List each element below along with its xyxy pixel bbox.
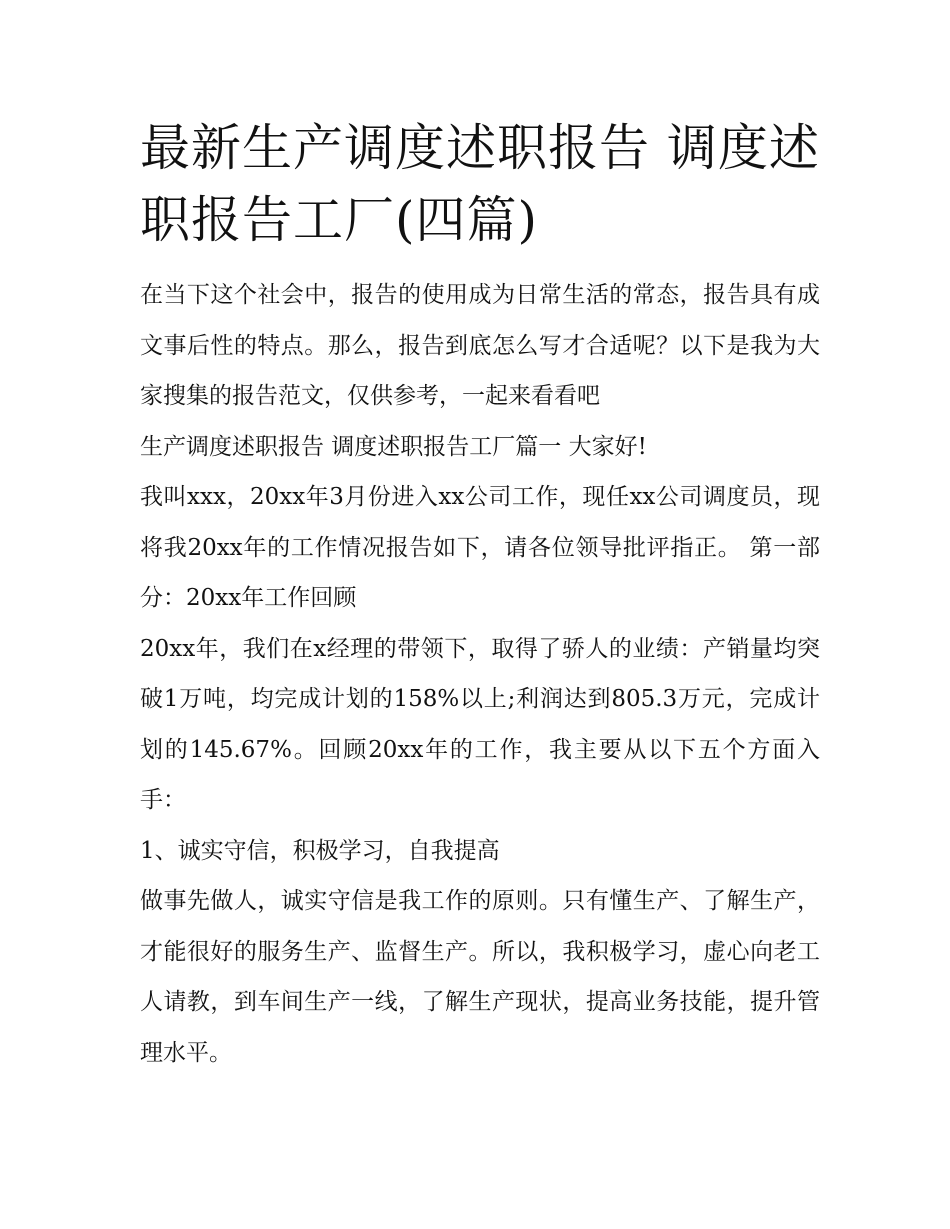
intro-paragraph: 在当下这个社会中，报告的使用成为日常生活的常态，报告具有成文事后性的特点。那么，报告到底怎么写才合适呢？以下是我为大家搜集的报告范文，仅供参考，一起来看看吧 bbox=[140, 282, 820, 409]
principle-paragraph: 做事先做人，诚实守信是我工作的原则。只有懂生产、了解生产，才能很好的服务生产、监督生产。所以，我积极学习，虚心向老工人请教，到车间生产一线，了解生产现状，提高业务技能，提升管理水平。 bbox=[140, 888, 820, 1066]
point-heading-paragraph: 1、诚实守信，积极学习，自我提高 bbox=[140, 837, 500, 864]
performance-paragraph: 20xx年，我们在x经理的带领下，取得了骄人的业绩：产销量均突破1万吨，均完成计划的158%以上;利润达到805.3万元，完成计划的145.67%。回顾20xx年的工作，我主要从以下五个方面入手： bbox=[140, 635, 820, 813]
document-body bbox=[140, 270, 820, 1078]
self-introduction-paragraph: 我叫xxx，20xx年3月份进入xx公司工作，现任xx公司调度员，现将我20xx年的工作情况报告如下，请各位领导批评指正。 第一部分：20xx年工作回顾 bbox=[140, 484, 820, 611]
document-page bbox=[140, 112, 820, 1078]
section-heading-paragraph: 生产调度述职报告 调度述职报告工厂篇一 大家好! bbox=[140, 433, 647, 460]
document-title: 最新生产调度述职报告 调度述职报告工厂(四篇) bbox=[140, 119, 820, 249]
